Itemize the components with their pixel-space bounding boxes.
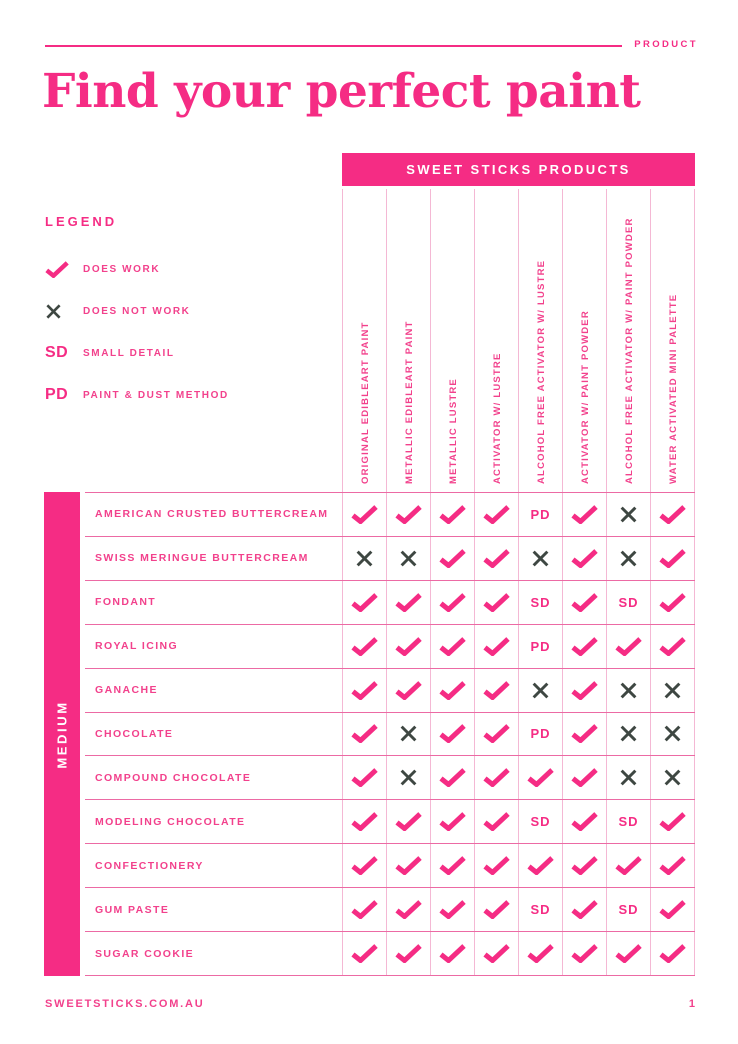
matrix-cell	[562, 493, 606, 536]
mark-text-sd: SD	[530, 594, 551, 610]
row-label: SWISS MERINGUE BUTTERCREAM	[95, 552, 309, 565]
matrix-cell	[386, 537, 430, 580]
matrix-cell	[430, 537, 474, 580]
matrix-cell	[342, 537, 386, 580]
check-icon	[439, 812, 466, 831]
matrix-cell	[606, 800, 650, 843]
matrix-cell	[650, 581, 695, 624]
check-icon	[439, 549, 466, 568]
row-label: ROYAL ICING	[95, 640, 179, 653]
row-label: GANACHE	[95, 684, 158, 697]
matrix-cell	[650, 537, 695, 580]
matrix-cell	[606, 844, 650, 887]
check-icon	[571, 593, 598, 612]
check-icon	[659, 637, 686, 656]
check-icon	[571, 856, 598, 875]
matrix-cell	[430, 625, 474, 668]
matrix-cell	[606, 888, 650, 931]
page-number: 1	[688, 998, 695, 1010]
matrix-cell	[518, 800, 562, 843]
table-row	[85, 756, 695, 800]
check-icon	[659, 900, 686, 919]
check-icon	[571, 724, 598, 743]
column-header-2	[386, 189, 430, 492]
matrix-cell	[650, 756, 695, 799]
column-header-1	[342, 189, 386, 492]
legend-items	[45, 259, 335, 405]
check-icon	[615, 637, 642, 656]
mark-text-sd: SD	[618, 902, 639, 918]
matrix-cell	[430, 756, 474, 799]
page-title: Find your perfect paint	[42, 64, 641, 119]
check-icon	[659, 549, 686, 568]
matrix-cell	[562, 932, 606, 975]
check-icon	[351, 944, 378, 963]
mark-text-pd: PD	[530, 726, 551, 742]
matrix-cell	[650, 669, 695, 712]
check-icon	[395, 681, 422, 700]
row-label: COMPOUND CHOCOLATE	[95, 771, 252, 784]
check-icon	[351, 724, 378, 743]
x-icon	[663, 681, 682, 700]
matrix-cell	[430, 581, 474, 624]
row-label: SUGAR COOKIE	[95, 947, 195, 960]
matrix-cell	[650, 800, 695, 843]
column-header-label: ORIGINAL EDIBLEART PAINT	[359, 321, 371, 484]
matrix-cell	[474, 581, 518, 624]
matrix-cell	[562, 756, 606, 799]
check-icon	[571, 812, 598, 831]
check-icon	[395, 593, 422, 612]
check-icon	[571, 549, 598, 568]
matrix-cell	[342, 581, 386, 624]
check-icon	[571, 505, 598, 524]
matrix-cell	[342, 713, 386, 756]
check-icon	[395, 812, 422, 831]
check-icon	[351, 593, 378, 612]
check-icon	[351, 681, 378, 700]
matrix-cell	[606, 713, 650, 756]
matrix-cell	[474, 625, 518, 668]
table-row	[85, 932, 695, 976]
column-header-3	[430, 189, 474, 492]
matrix-cell	[386, 756, 430, 799]
matrix-cell	[430, 844, 474, 887]
legend-item	[45, 343, 335, 363]
row-label: CONFECTIONERY	[95, 859, 204, 872]
check-icon	[527, 944, 554, 963]
matrix-cell	[474, 713, 518, 756]
check-icon	[45, 261, 69, 278]
legend-symbol	[45, 386, 83, 404]
matrix-cell	[342, 625, 386, 668]
matrix-cell	[386, 581, 430, 624]
mark-text-pd: PD	[530, 506, 551, 522]
matrix-cell	[562, 713, 606, 756]
x-icon	[619, 768, 638, 787]
matrix-cell	[342, 888, 386, 931]
table-row	[85, 493, 695, 537]
header-rule	[45, 45, 622, 47]
check-icon	[571, 900, 598, 919]
check-icon	[351, 856, 378, 875]
check-icon	[395, 637, 422, 656]
check-icon	[483, 549, 510, 568]
row-label: GUM PASTE	[95, 903, 170, 916]
mark-text-sd: SD	[618, 814, 639, 830]
matrix-cell	[430, 800, 474, 843]
matrix-cell	[386, 493, 430, 536]
check-icon	[395, 505, 422, 524]
check-icon	[483, 681, 510, 700]
matrix-cell	[650, 932, 695, 975]
matrix-cell	[342, 932, 386, 975]
row-label: AMERICAN CRUSTED BUTTERCREAM	[95, 508, 329, 521]
matrix-cell	[518, 713, 562, 756]
check-icon	[483, 944, 510, 963]
matrix-cell	[606, 932, 650, 975]
x-icon	[399, 724, 418, 743]
check-icon	[483, 812, 510, 831]
matrix-cell	[562, 800, 606, 843]
matrix-cell	[518, 669, 562, 712]
matrix-cell	[386, 713, 430, 756]
column-header-label: WATER ACTIVATED MINI PALETTE	[667, 293, 679, 484]
column-header-label: ALCOHOL FREE ACTIVATOR W/ PAINT POWDER	[623, 217, 635, 484]
x-icon	[619, 549, 638, 568]
check-icon	[395, 856, 422, 875]
matrix-cell	[430, 932, 474, 975]
column-header-6	[562, 189, 606, 492]
x-icon	[619, 681, 638, 700]
matrix-cell	[342, 800, 386, 843]
x-icon	[355, 549, 374, 568]
matrix-cell	[386, 800, 430, 843]
matrix-cell	[518, 756, 562, 799]
legend-item-label: DOES WORK	[83, 263, 161, 275]
check-icon	[615, 944, 642, 963]
check-icon	[439, 724, 466, 743]
check-icon	[483, 768, 510, 787]
matrix-cell	[650, 493, 695, 536]
check-icon	[659, 856, 686, 875]
matrix-cell	[474, 844, 518, 887]
check-icon	[571, 681, 598, 700]
check-icon	[351, 505, 378, 524]
matrix-cell	[606, 625, 650, 668]
matrix-cell	[562, 888, 606, 931]
matrix-cell	[518, 493, 562, 536]
matrix-cell	[342, 493, 386, 536]
matrix-cell	[518, 537, 562, 580]
legend-item	[45, 385, 335, 405]
row-group-label: MEDIUM	[54, 699, 70, 769]
table-rows	[85, 492, 695, 976]
matrix-cell	[518, 581, 562, 624]
legend-item	[45, 301, 335, 321]
legend-symbol	[45, 303, 83, 320]
check-icon	[439, 593, 466, 612]
check-icon	[351, 900, 378, 919]
check-icon	[351, 637, 378, 656]
matrix-cell	[474, 537, 518, 580]
footer-website-link[interactable]: SWEETSTICKS.COM.AU	[45, 998, 205, 1010]
x-icon	[663, 724, 682, 743]
row-label: CHOCOLATE	[95, 727, 174, 740]
matrix-cell	[474, 756, 518, 799]
matrix-cell	[386, 932, 430, 975]
check-icon	[439, 505, 466, 524]
matrix-cell	[430, 493, 474, 536]
row-label: FONDANT	[95, 596, 157, 609]
check-icon	[483, 637, 510, 656]
matrix-cell	[606, 669, 650, 712]
matrix-cell	[342, 669, 386, 712]
table-row	[85, 888, 695, 932]
legend	[45, 214, 335, 405]
matrix-cell	[562, 844, 606, 887]
x-icon	[399, 549, 418, 568]
check-icon	[659, 505, 686, 524]
x-icon	[531, 681, 550, 700]
x-icon	[619, 724, 638, 743]
table-row	[85, 581, 695, 625]
matrix-cell	[518, 932, 562, 975]
column-header-8	[650, 189, 695, 492]
matrix-cell	[650, 713, 695, 756]
check-icon	[571, 637, 598, 656]
legend-item-label: PAINT & DUST METHOD	[83, 389, 229, 401]
matrix-cell	[606, 581, 650, 624]
matrix-cell	[386, 669, 430, 712]
matrix-cell	[650, 844, 695, 887]
mark-text-sd: SD	[530, 902, 551, 918]
products-header-bar	[342, 153, 695, 186]
mark-text-pd: PD	[530, 638, 551, 654]
check-icon	[351, 812, 378, 831]
matrix-cell	[386, 888, 430, 931]
check-icon	[395, 900, 422, 919]
matrix-cell	[430, 888, 474, 931]
matrix-cell	[650, 625, 695, 668]
column-header-7	[606, 189, 650, 492]
matrix-cell	[518, 844, 562, 887]
check-icon	[439, 681, 466, 700]
matrix-cell	[474, 932, 518, 975]
matrix-cell	[430, 669, 474, 712]
check-icon	[527, 768, 554, 787]
matrix-cell	[342, 844, 386, 887]
column-header-label: METALLIC LUSTRE	[447, 378, 459, 484]
table-row	[85, 625, 695, 669]
legend-symbol	[45, 261, 83, 278]
matrix-cell	[518, 888, 562, 931]
mark-text-sd: SD	[618, 594, 639, 610]
matrix-cell	[562, 625, 606, 668]
matrix-cell	[562, 581, 606, 624]
matrix-cell	[650, 888, 695, 931]
table-row	[85, 844, 695, 888]
check-icon	[483, 593, 510, 612]
row-label: MODELING CHOCOLATE	[95, 815, 246, 828]
matrix-cell	[474, 493, 518, 536]
legend-item	[45, 259, 335, 279]
check-icon	[439, 900, 466, 919]
check-icon	[527, 856, 554, 875]
check-icon	[659, 812, 686, 831]
legend-item-label: DOES NOT WORK	[83, 305, 191, 317]
check-icon	[395, 944, 422, 963]
matrix-cell	[562, 669, 606, 712]
check-icon	[483, 505, 510, 524]
check-icon	[571, 944, 598, 963]
check-icon	[351, 768, 378, 787]
column-header-label: ACTIVATOR W/ LUSTRE	[491, 352, 503, 484]
check-icon	[439, 856, 466, 875]
x-icon	[619, 505, 638, 524]
compatibility-table	[44, 492, 695, 976]
x-icon	[663, 768, 682, 787]
legend-symbol	[45, 344, 83, 362]
matrix-cell	[474, 800, 518, 843]
matrix-cell	[474, 888, 518, 931]
legend-symbol-pd: PD	[45, 386, 69, 403]
legend-item-label: SMALL DETAIL	[83, 347, 175, 359]
check-icon	[483, 900, 510, 919]
eyebrow-label: PRODUCT	[634, 39, 698, 50]
matrix-cell	[606, 493, 650, 536]
matrix-cell	[562, 537, 606, 580]
matrix-cell	[606, 756, 650, 799]
check-icon	[483, 856, 510, 875]
matrix-cell	[386, 625, 430, 668]
check-icon	[659, 944, 686, 963]
check-icon	[439, 944, 466, 963]
product-columns	[342, 189, 695, 492]
x-icon	[45, 303, 62, 320]
column-header-4	[474, 189, 518, 492]
column-header-label: ALCOHOL FREE ACTIVATOR W/ LUSTRE	[535, 259, 547, 484]
table-row	[85, 800, 695, 844]
column-header-5	[518, 189, 562, 492]
matrix-cell	[342, 756, 386, 799]
matrix-cell	[430, 713, 474, 756]
row-group-medium-bar	[44, 492, 80, 976]
matrix-cell	[474, 669, 518, 712]
matrix-cell	[386, 844, 430, 887]
matrix-cell	[606, 537, 650, 580]
mark-text-sd: SD	[530, 814, 551, 830]
check-icon	[483, 724, 510, 743]
legend-heading: LEGEND	[45, 214, 118, 229]
check-icon	[571, 768, 598, 787]
check-icon	[615, 856, 642, 875]
table-row	[85, 713, 695, 757]
column-header-label: METALLIC EDIBLEART PAINT	[403, 320, 415, 484]
check-icon	[439, 768, 466, 787]
x-icon	[531, 549, 550, 568]
column-header-label: ACTIVATOR W/ PAINT POWDER	[579, 310, 591, 484]
table-row	[85, 669, 695, 713]
check-icon	[439, 637, 466, 656]
products-header-label: SWEET STICKS PRODUCTS	[406, 162, 631, 177]
x-icon	[399, 768, 418, 787]
matrix-cell	[518, 625, 562, 668]
check-icon	[659, 593, 686, 612]
legend-symbol-sd: SD	[45, 344, 69, 361]
table-row	[85, 537, 695, 581]
